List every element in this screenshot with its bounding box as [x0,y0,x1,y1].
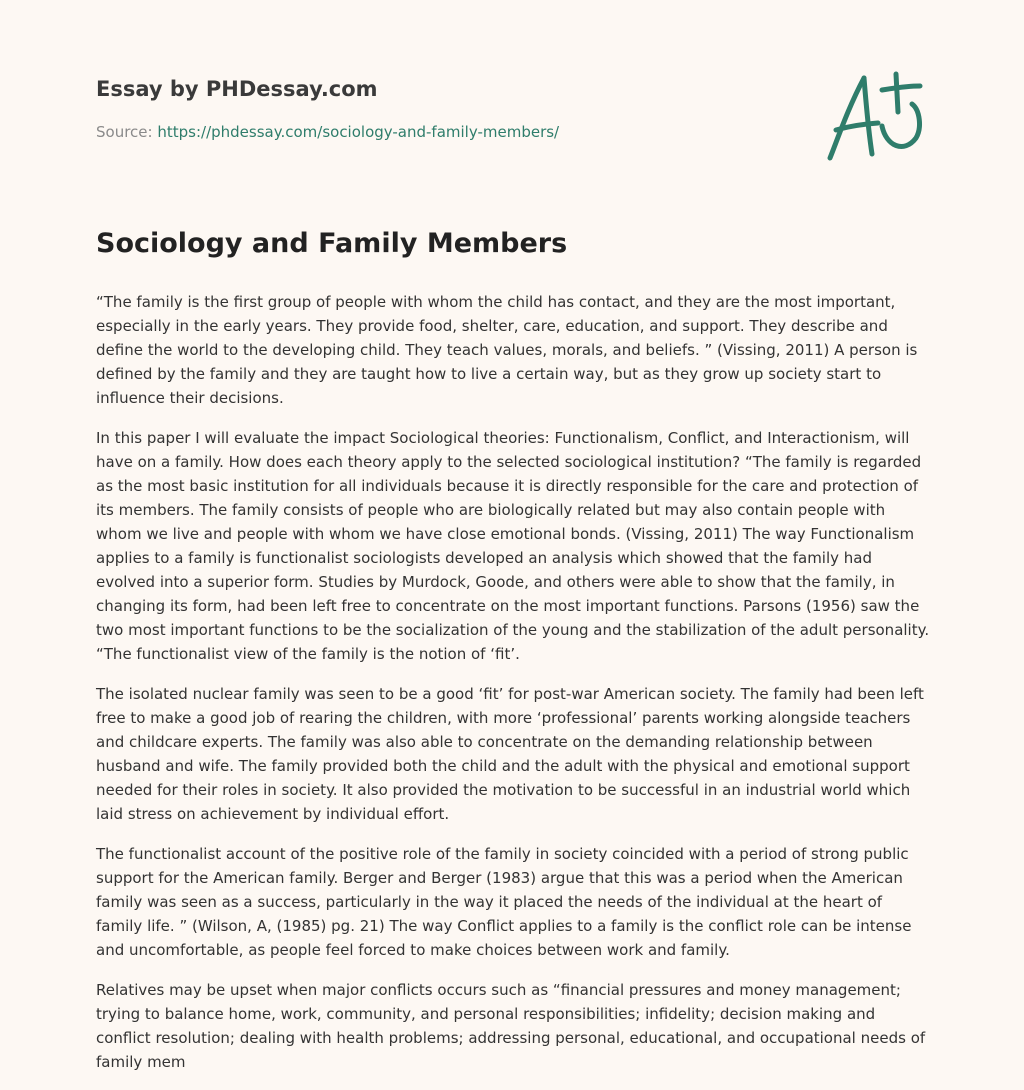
page-header [96,74,796,142]
source-label: Source: [96,123,153,141]
essay-paragraph: The isolated nuclear family was seen to be a good ‘fit’ for post-war American society. The family had been left free to make a good job of rearing the children, with more ‘professional’ parents working alongside teachers and childcare experts. The family was also able to concentrate on the demanding relationship between husband and wife. The family provided both the child and the adult with the physical and emotional support needed for their roles in society. It also provided the motivation to be successful in an industrial world which laid stress on achievement by individual effort. [96,685,924,823]
essay-paragraph: The functionalist account of the positive role of the family in society coincided with a period of strong public support for the American family. Berger and Berger (1983) argue that this was a period when the American family was seen as a success, particularly in the way it placed the needs of the individual at the heart of family life. ” (Wilson, A, (1985) pg. 21) The way Conflict applies to a family is the conflict role can be intense and uncomfortable, as people feel forced to make choices between work and family. [96,845,912,959]
essay-title: Sociology and Family Members [96,228,568,259]
source-line [96,122,796,142]
essay-paragraph: “The family is the first group of people with whom the child has contact, and they are the most important, especially in the early years. They provide food, shelter, care, education, and support. They describe and define the world to the developing child. They teach values, morals, and beliefs. ” (Vissing, 2011) A person is defined by the family and they are taught how to live a certain way, but as they grow up society start to influence their decisions. [96,293,918,407]
a-plus-logo-icon [820,68,930,164]
essay-content [96,224,930,1090]
essay-paragraph: In this paper I will evaluate the impact Sociological theories: Functionalism, Conflict, and Interactionism, will have on a family. How does each theory apply to the selected sociological institution? “The family is regarded as the most basic institution for all individuals because it is directly responsible for the care and protection of its members. The family consists of people who are biologically related but may also contain people with whom we live and people with whom we have close emotional bonds. (Vissing, 2011) The way Functionalism applies to a family is functionalist sociologists developed an analysis which showed that the family had evolved into a superior form. Studies by Murdock, Goode, and others were able to show that the family, in changing its form, had been left free to concentrate on the most important functions. Parsons (1956) saw the two most important functions to be the socialization of the young and the stabilization of the adult personality. “The functionalist view of the family is the notion of ‘fit’. [96,429,930,663]
source-link[interactable]: https://phdessay.com/sociology-and-family-members/ [157,123,560,141]
site-title: Essay by PHDessay.com [96,77,378,101]
essay-paragraph: Relatives may be upset when major conflicts occurs such as “financial pressures and money management; trying to balance home, work, community, and personal responsibilities; infidelity; decision making and conflict resolution; dealing with health problems; addressing personal, educational, and occupational needs of family mem [96,981,926,1071]
